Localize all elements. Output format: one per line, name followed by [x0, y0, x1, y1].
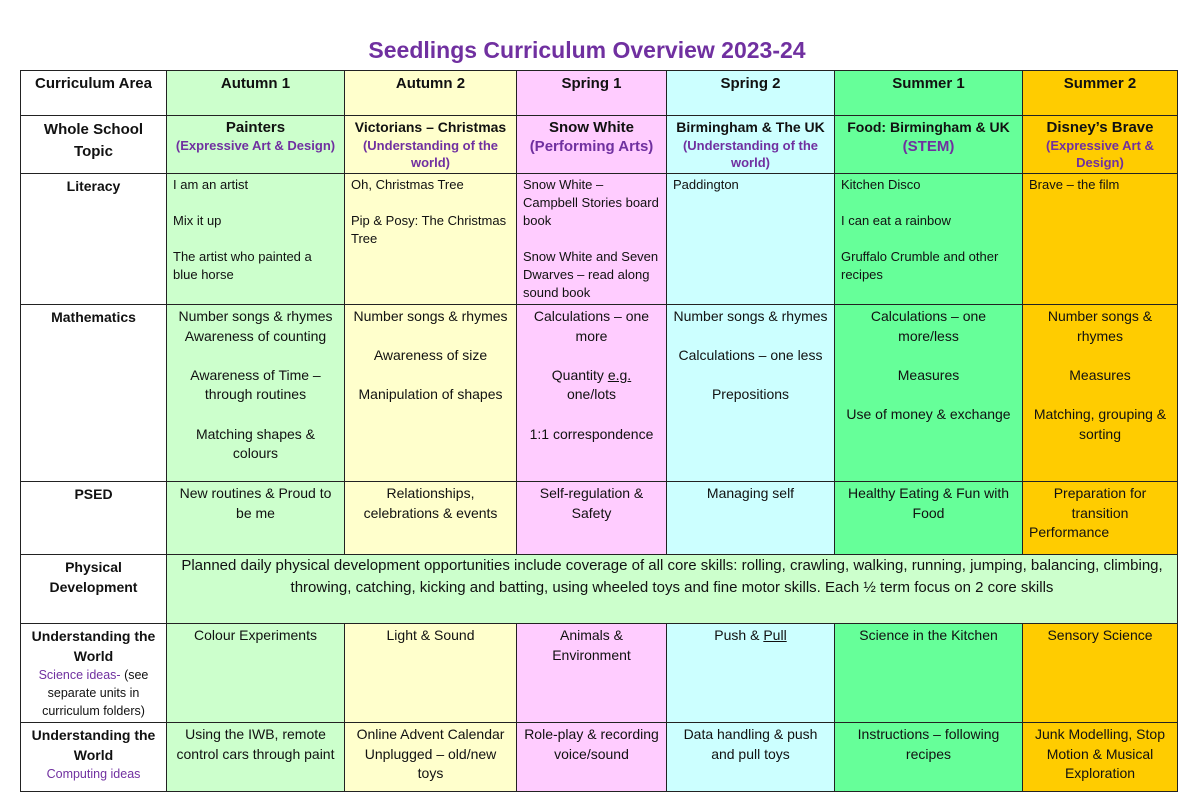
physical-row — [21, 555, 1178, 624]
literacy-summer-1 — [835, 174, 1023, 305]
computing-autumn-1: Using the IWB, remote control cars through paint — [167, 723, 345, 792]
list-item: Number songs & rhymes — [673, 308, 828, 324]
topic-spring-1 — [517, 116, 667, 174]
computing-autumn-2 — [345, 723, 517, 792]
topic-subject: (Expressive Art & Design) — [175, 138, 336, 153]
list-item: 1:1 correspondence — [529, 425, 654, 442]
mathematics-row — [21, 305, 1178, 482]
computing-ideas-text: Computing ideas — [46, 767, 141, 781]
list-item: Matching shapes & colours — [195, 425, 316, 462]
topic-summer-2 — [1023, 116, 1178, 174]
computing-summer-2: Junk Modelling, Stop Motion & Musical Exploration — [1023, 723, 1178, 792]
push-text: Push & — [714, 627, 764, 643]
list-item: The artist who painted a blue horse — [173, 249, 312, 282]
science-autumn-2: Light & Sound — [345, 624, 517, 723]
topic-title: Disney’s Brave — [1046, 119, 1154, 136]
mathematics-autumn-2 — [345, 305, 517, 482]
topic-row — [21, 116, 1178, 174]
mathematics-spring-1 — [517, 305, 667, 482]
topic-title: Food: Birmingham & UK — [847, 119, 1010, 135]
mathematics-summer-2 — [1023, 305, 1178, 482]
psed-autumn-2: Relationships, celebrations & events — [345, 482, 517, 555]
topic-autumn-2 — [345, 116, 517, 174]
separate-units-text: (see separate units in curriculum folders) — [42, 668, 149, 718]
list-item: Number songs & rhymes — [178, 308, 333, 324]
page-title: Seedlings Curriculum Overview 2023-24 — [368, 37, 806, 63]
physical-label: Physical Development — [21, 555, 167, 624]
literacy-summer-2 — [1023, 174, 1178, 305]
list-item: Gruffalo Crumble and other recipes — [841, 249, 999, 282]
topic-subject: (Performing Arts) — [529, 138, 654, 155]
mathematics-autumn-1 — [167, 305, 345, 482]
list-item: Prepositions — [711, 386, 790, 403]
eg-text: e.g. — [607, 366, 632, 383]
literacy-autumn-2 — [345, 174, 517, 305]
list-item: Matching, grouping & sorting — [1033, 405, 1167, 442]
pull-text: Pull — [763, 627, 787, 643]
mathematics-label: Mathematics — [21, 305, 167, 482]
psed-transition: Preparation for transition — [1053, 485, 1147, 521]
psed-summer-1: Healthy Eating & Fun with Food — [835, 482, 1023, 555]
header-curriculum-area: Curriculum Area — [21, 71, 167, 116]
psed-summer-2 — [1023, 482, 1178, 555]
literacy-autumn-1 — [167, 174, 345, 305]
science-spring-2 — [667, 624, 835, 723]
unplugged-text: Unplugged – old/new toys — [364, 745, 497, 782]
psed-spring-2: Managing self — [667, 482, 835, 555]
list-item: Measures — [1069, 366, 1131, 383]
list-item: Snow White – Campbell Stories board book — [523, 177, 659, 228]
topic-title: Victorians – Christmas — [354, 119, 507, 135]
utw-label: Understanding the World — [31, 628, 156, 664]
topic-spring-2 — [667, 116, 835, 174]
list-item: Awareness of counting — [184, 327, 327, 344]
list-item: Number songs & rhymes — [1047, 308, 1153, 344]
list-item — [523, 366, 660, 405]
topic-subject: (Understanding of the world) — [362, 138, 499, 170]
curriculum-table — [20, 70, 1178, 792]
psed-label: PSED — [21, 482, 167, 555]
list-item: Manipulation of shapes — [358, 386, 503, 403]
list-item: I can eat a rainbow — [841, 213, 951, 228]
topic-autumn-1 — [167, 116, 345, 174]
science-ideas-text: Science ideas- — [38, 668, 121, 682]
computing-spring-1: Role-play & recording voice/sound — [517, 723, 667, 792]
utw-science-row — [21, 624, 1178, 723]
topic-title: Painters — [225, 119, 286, 136]
topic-subject: (STEM) — [902, 138, 955, 155]
psed-autumn-1: New routines & Proud to be me — [167, 482, 345, 555]
literacy-label: Literacy — [21, 174, 167, 305]
list-item: Paddington — [673, 177, 739, 192]
list-item: Kitchen Disco — [841, 177, 921, 192]
mathematics-summer-1 — [835, 305, 1023, 482]
header-spring-2: Spring 2 — [667, 71, 835, 116]
header-row — [21, 71, 1178, 116]
literacy-spring-1 — [517, 174, 667, 305]
header-spring-1: Spring 1 — [517, 71, 667, 116]
list-item: Snow White and Seven Dwarves – read along sound book — [523, 249, 659, 300]
psed-performance: Performance — [1029, 524, 1110, 541]
header-summer-1: Summer 1 — [835, 71, 1023, 116]
utw-science-label — [21, 624, 167, 723]
quantity-text: Quantity — [551, 366, 604, 383]
list-item: Use of money & exchange — [846, 405, 1011, 422]
topic-title: Snow White — [549, 119, 634, 136]
topic-title: Birmingham & The UK — [676, 119, 825, 135]
literacy-spring-2 — [667, 174, 835, 305]
science-summer-2: Sensory Science — [1023, 624, 1178, 723]
utw-computing-label — [21, 723, 167, 792]
science-autumn-1: Colour Experiments — [167, 624, 345, 723]
mathematics-spring-2 — [667, 305, 835, 482]
list-item: Pip & Posy: The Christmas Tree — [351, 213, 507, 246]
list-item: Brave – the film — [1029, 177, 1120, 192]
list-item: Measures — [897, 366, 960, 383]
topic-summer-1 — [835, 116, 1023, 174]
literacy-row — [21, 174, 1178, 305]
psed-row — [21, 482, 1178, 555]
list-item: Calculations – one more/less — [870, 308, 987, 344]
list-item: Awareness of size — [373, 347, 488, 364]
list-item: Calculations – one less — [678, 347, 823, 364]
utw-computing-row — [21, 723, 1178, 792]
topic-subject: (Expressive Art & Design) — [1046, 138, 1154, 170]
list-item: Oh, Christmas Tree — [351, 177, 464, 192]
psed-spring-1: Self-regulation & Safety — [517, 482, 667, 555]
advent-calendar-text: Online Advent Calendar — [356, 726, 505, 742]
list-item: Calculations – one more — [533, 308, 650, 344]
physical-text: Planned daily physical development opportunities include coverage of all core skills: rolling, crawling, walking, running, jumping, balancing, climbing, throwing, catching, kicking and batting, using wheeled toys and fine motor skills. Each ½ term focus on 2 core skills — [167, 555, 1178, 624]
computing-spring-2: Data handling & push and pull toys — [667, 723, 835, 792]
science-spring-1: Animals & Environment — [517, 624, 667, 723]
computing-summer-1: Instructions – following recipes — [835, 723, 1023, 792]
list-item: Awareness of Time – through routines — [190, 366, 321, 403]
utw-science-note — [27, 666, 160, 720]
list-item: I am an artist — [173, 177, 249, 192]
list-item: Mix it up — [173, 213, 222, 228]
list-item: Number songs & rhymes — [353, 308, 508, 324]
header-autumn-1: Autumn 1 — [167, 71, 345, 116]
topic-subject: (Understanding of the world) — [682, 138, 819, 170]
utw-label: Understanding the World — [31, 727, 156, 763]
header-autumn-2: Autumn 2 — [345, 71, 517, 116]
header-summer-2: Summer 2 — [1023, 71, 1178, 116]
science-summer-1: Science in the Kitchen — [835, 624, 1023, 723]
one-lots-text: one/lots — [566, 386, 617, 403]
topic-row-label: Whole School Topic — [21, 116, 167, 174]
